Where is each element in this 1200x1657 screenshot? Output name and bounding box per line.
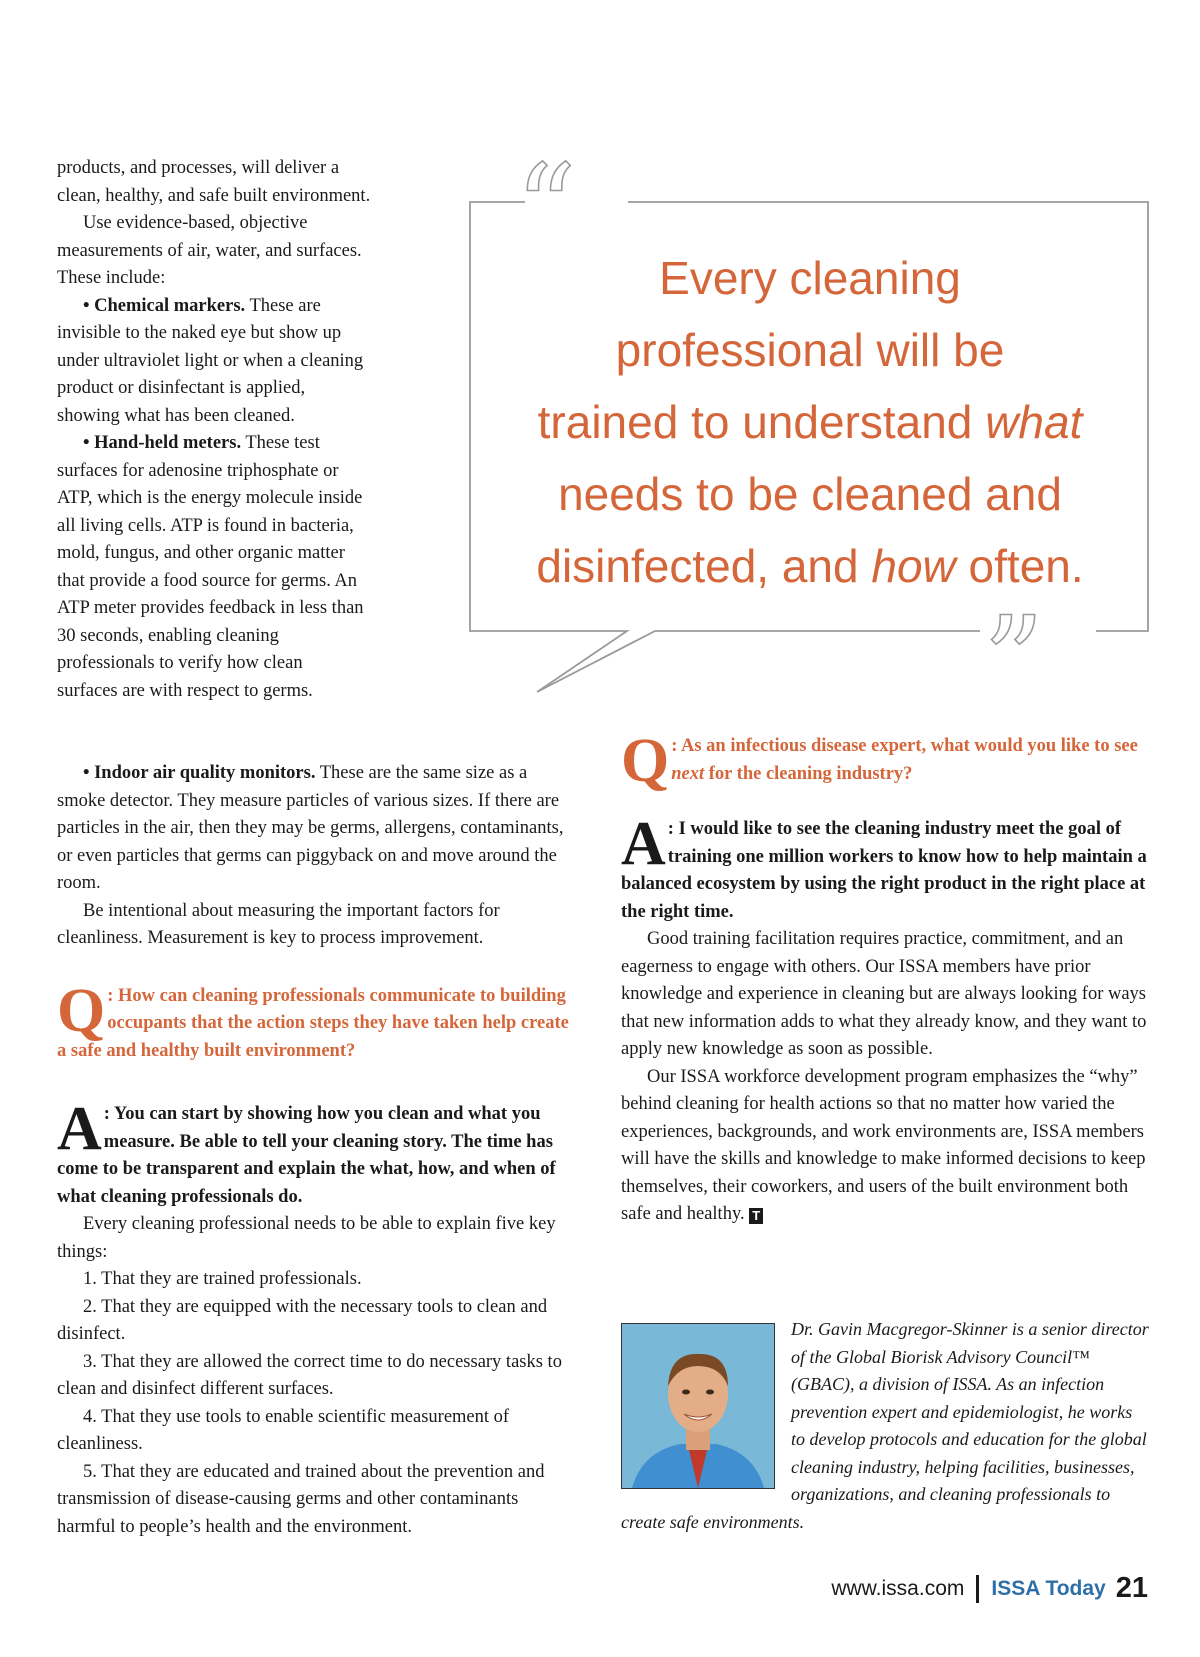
question-text: : As an infectious disease expert, what would you like to see [671, 736, 1138, 756]
answer-block [57, 1095, 577, 1211]
pull-quote-fragment: trained to understand [537, 396, 986, 448]
answer-text: : I would like to see the cleaning industry meet the goal of training one million workers to know how to help maintain a balanced ecosystem by using the right product in the right place at the right time. [621, 819, 1147, 922]
question-letter: Q [621, 727, 670, 795]
bullet-text: These are the same size as a smoke detector. They measure particles of various sizes. If there are particles in the air, then they may be germs, allergens, contaminants, or even particles that germs can piggyback on and move around the room. [57, 763, 564, 893]
question-block [57, 976, 577, 1066]
pull-quote-line [480, 530, 1140, 602]
page-number: 21 [1115, 1572, 1148, 1604]
end-mark-icon: T [749, 1208, 763, 1224]
bullet-term: • Indoor air quality monitors. [83, 763, 316, 783]
question-text: : How can cleaning professionals communicate to building occupants that the action steps they have taken help create a safe and healthy built environment? [57, 985, 569, 1061]
pull-quote-line: needs to be cleaned and [558, 468, 1062, 520]
list-item: 4. That they use tools to enable scientific measurement of cleanliness. [57, 1406, 510, 1454]
workforce-text: Our ISSA workforce development program emphasizes the “why” behind cleaning for health actions so that no matter how varied the experiences, backgrounds, and work environments are, ISSA members will have the skills and knowledge to make informed decisions to keep themselves, their coworkers, and users of the built environment both safe and healthy. [621, 1066, 1146, 1224]
list-item: 1. That they are trained professionals. [83, 1269, 362, 1289]
answer-text: : You can start by showing how you clean and what you measure. Be able to tell your cleaning story. The time has come to be transparent and explain the what, how, and when of what cleaning professionals do. [57, 1104, 556, 1207]
five-things-intro: Every cleaning professional needs to be able to explain five key things: [57, 1214, 556, 1262]
bullet-air-quality-monitors [57, 760, 577, 898]
open-quote-icon: “ [515, 140, 577, 279]
pull-quote-line: Every cleaning [659, 252, 961, 304]
left-column-lower [57, 760, 577, 1541]
pull-quote-fragment: disinfected, and [536, 540, 872, 592]
pull-quote-line [480, 386, 1140, 458]
right-column [621, 727, 1149, 1229]
page-footer [831, 1572, 1148, 1605]
bullet-term: • Hand-held meters. [83, 433, 242, 453]
pull-quote-emphasis: what [985, 396, 1083, 448]
pull-quote-fragment: often. [955, 540, 1084, 592]
training-paragraph: Good training facilitation requires practice, commitment, and an eagerness to engage with others. Our ISSA members have prior knowledge and experience in cleaning but are always looking for ways that new information adds to what they already know, and they want to apply new knowledge as soon as possible. [621, 929, 1147, 1059]
bullet-text: These are invisible to the naked eye but show up under ultraviolet light or when a cleaning product or disinfectant is applied, showing what has been cleaned. [57, 295, 364, 426]
intro-paragraph: products, and processes, will deliver a clean, healthy, and safe built environment. [57, 158, 371, 206]
bullet-term: • Chemical markers. [83, 295, 246, 316]
footer-url[interactable]: www.issa.com [831, 1576, 965, 1600]
pull-quote [480, 242, 1140, 602]
question-block [621, 727, 1149, 795]
question-letter: Q [57, 976, 106, 1045]
list-item: 2. That they are equipped with the necessary tools to clean and disinfect. [57, 1296, 548, 1344]
pull-quote-line: professional will be [615, 324, 1005, 376]
closing-paragraph: Be intentional about measuring the important factors for cleanliness. Measurement is key to process improvement. [57, 900, 500, 948]
question-emphasis: next [671, 763, 705, 784]
workforce-paragraph [621, 1064, 1149, 1229]
close-quote-icon: ” [983, 592, 1045, 731]
answer-letter: A [621, 810, 666, 878]
measure-intro-paragraph: Use evidence-based, objective measurements of air, water, and surfaces. These include: [57, 213, 362, 288]
question-text: for the cleaning industry? [704, 763, 913, 784]
author-bio-text: Dr. Gavin Macgregor-Skinner is a senior director of the Global Biorisk Advisory Council™ (GBAC), a division of ISSA. As an infection prevention expert and epidemiologist, he works to develop protocols and education for the global cleaning industry, helping facilities, businesses, organizations, and cleaning professionals to create safe environments. [621, 1319, 1149, 1532]
answer-letter: A [57, 1095, 102, 1163]
list-item: 5. That they are educated and trained about the prevention and transmission of disease-causing germs and other contaminants harmful to people’s health and the environment. [57, 1461, 545, 1537]
list-item: 3. That they are allowed the correct time to do necessary tasks to clean and disinfect different surfaces. [57, 1351, 562, 1399]
bullet-text: These test surfaces for adenosine triphosphate or ATP, which is the energy molecule inside all living cells. ATP is found in bacteria, mold, fungus, and other organic matter that provide a food source for germs. An ATP meter provides feedback in less than 30 seconds, enabling cleaning professionals to verify how clean surfaces are with respect to germs. [57, 433, 364, 701]
answer-block [621, 810, 1149, 926]
author-bio [621, 1316, 1149, 1536]
footer-magazine-name: ISSA Today [991, 1576, 1106, 1600]
pull-quote-emphasis: how [871, 540, 956, 592]
footer-divider [976, 1575, 979, 1603]
